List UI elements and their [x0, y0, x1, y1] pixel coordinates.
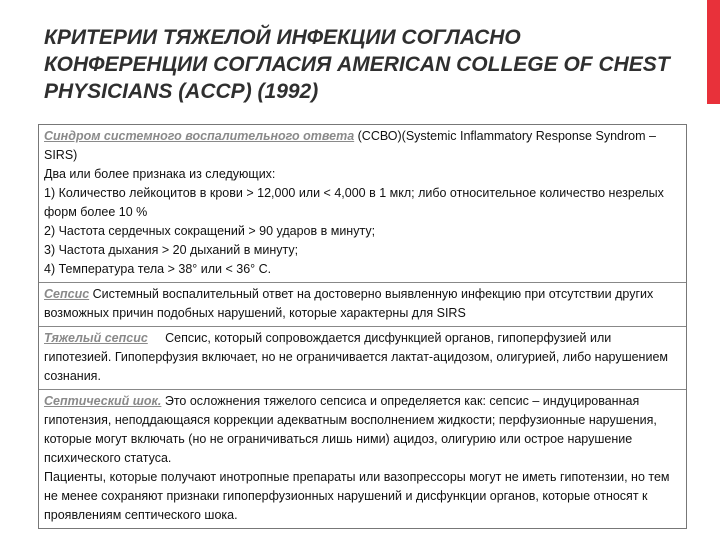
sepsis-section [39, 282, 686, 326]
sepsis-term: Сепсис [44, 287, 90, 301]
sirs-section [39, 125, 686, 282]
sirs-criterion-4: 4) Температура тела > 38° или < 36° С. [44, 262, 272, 276]
sirs-abbr: (ССВО)(Systemic Inflammatory Response Syndrom – SIRS) [44, 129, 656, 162]
septic-shock-note: Пациенты, которые получают инотропные препараты или вазопрессоры могут не иметь гипотензии, но тем не менее сохраняют признаки гипоперфузионных нарушений и дисфункции органов, которые относят к проявлениям септического шока. [44, 470, 670, 522]
criteria-table [38, 124, 687, 529]
sepsis-text: Системный воспалительный ответ на достоверно выявленную инфекцию при отсутствии других возможных причин подобных нарушений, которые характерны для SIRS [44, 287, 654, 320]
sirs-criterion-1: 1) Количество лейкоцитов в крови > 12,000 или < 4,000 в 1 мкл; либо относительное количество незрелых форм более 10 % [44, 186, 664, 219]
sirs-intro: Два или более признака из следующих: [44, 167, 276, 181]
slide-title: КРИТЕРИИ ТЯЖЕЛОЙ ИНФЕКЦИИ СОГЛАСНО КОНФЕРЕНЦИИ СОГЛАСИЯ AMERICAN COLLEGE OF CHEST PHYSICIANS (ACCP) (1992) [44, 26, 670, 103]
septic-shock-term: Септический шок. [44, 394, 162, 408]
severe-sepsis-term: Тяжелый сепсис [44, 331, 148, 345]
severe-sepsis-section [39, 326, 686, 389]
septic-shock-text: Это осложнения тяжелого сепсиса и определяется как: сепсис – индуцированная гипотензия, неподдающаяся коррекции адекватным восполнением жидкости; перфузионные нарушения, которые могут включать (но не ограничиваться лишь ними) ацидоз, олигурию или острое нарушение психического статуса. [44, 394, 657, 465]
sirs-term: Синдром системного воспалительного ответа [44, 129, 355, 143]
sirs-definition [44, 129, 656, 162]
septic-shock-section [39, 389, 686, 528]
accent-bar [707, 0, 720, 104]
severe-sepsis-text: Сепсис, который сопровождается дисфункцией органов, гипоперфузией или гипотезией. Гипоперфузия включает, но не ограничивается лактат-ацидозом, олигурией, либо нарушением сознания. [44, 331, 672, 383]
sirs-criterion-3: 3) Частота дыхания > 20 дыханий в минуту; [44, 243, 299, 257]
sirs-criterion-2: 2) Частота сердечных сокращений > 90 ударов в минуту; [44, 224, 376, 238]
